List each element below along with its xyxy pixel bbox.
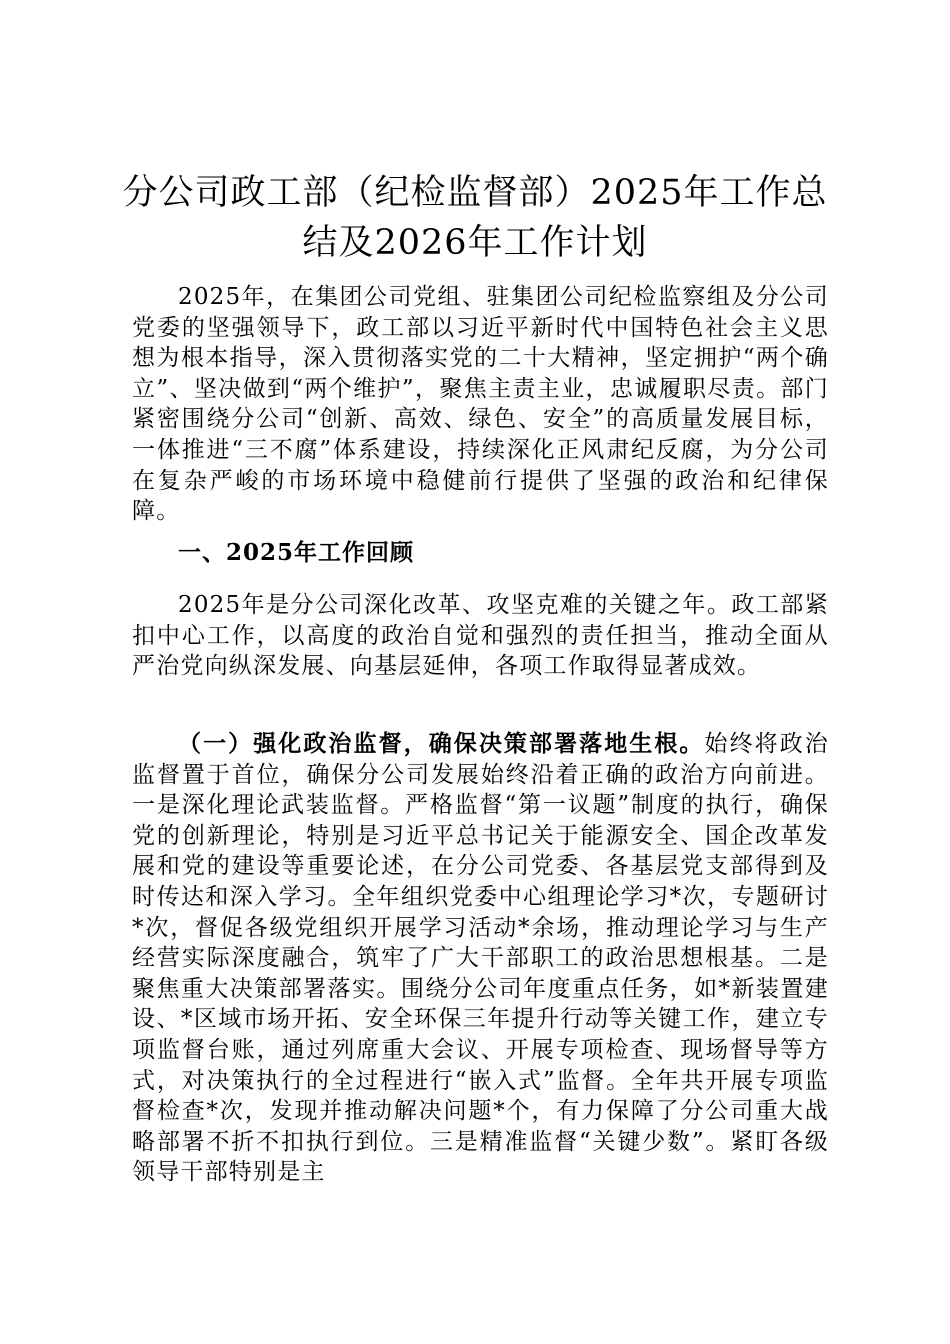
section-1-paragraph xyxy=(132,729,829,1188)
document-title xyxy=(120,168,830,268)
section-1-lead: （一）强化政治监督，确保决策部署落地生根。 xyxy=(178,730,705,757)
intro-paragraph: 2025年，在集团公司党组、驻集团公司纪检监察组及分公司党委的坚强领导下，政工部以习近平新时代中国特色社会主义思想为根本指导，深入贯彻落实党的二十大精神，坚定拥护“两个确立”、坚决做到“两个维护”，聚焦主责主业，忠诚履职尽责。部门紧密围绕分公司“创新、高效、绿色、安全”的高质量发展目标，一体推进“三不腐”体系建设，持续深化正风肃纪反腐，为分公司在复杂严峻的市场环境中稳健前行提供了坚强的政治和纪律保障。 xyxy=(132,284,829,525)
title-line-2: 结及2026年工作计划 xyxy=(302,223,648,263)
review-paragraph: 2025年是分公司深化改革、攻坚克难的关键之年。政工部紧扣中心工作，以高度的政治自觉和强烈的责任担当，推动全面从严治党向纵深发展、向基层延伸，各项工作取得显著成效。 xyxy=(132,592,829,680)
section-heading-review: 一、2025年工作回顾 xyxy=(178,539,415,566)
section-1-body: 始终将政治监督置于首位，确保分公司发展始终沿着正确的政治方向前进。一是深化理论武装监督。严格监督“第一议题”制度的执行，确保党的创新理论，特别是习近平总书记关于能源安全、国企改革发展和党的建设等重要论述，在分公司党委、各基层党支部得到及时传达和深入学习。全年组织党委中心组理论学习*次，专题研讨*次，督促各级党组织开展学习活动*余场，推动理论学习与生产经营实际深度融合，筑牢了广大干部职工的政治思想根基。二是聚焦重大决策部署落实。围绕分公司年度重点任务，如*新装置建设、*区域市场开拓、安全环保三年提升行动等关键工作，建立专项监督台账，通过列席重大会议、开展专项检查、现场督导等方式，对决策执行的全过程进行“嵌入式”监督。全年共开展专项监督检查*次，发现并推动解决问题*个，有力保障了分公司重大战略部署不折不扣执行到位。三是精准监督“关键少数”。紧盯各级领导干部特别是主 xyxy=(132,731,830,1186)
title-line-1: 分公司政工部（纪检监督部）2025年工作总 xyxy=(122,173,828,213)
